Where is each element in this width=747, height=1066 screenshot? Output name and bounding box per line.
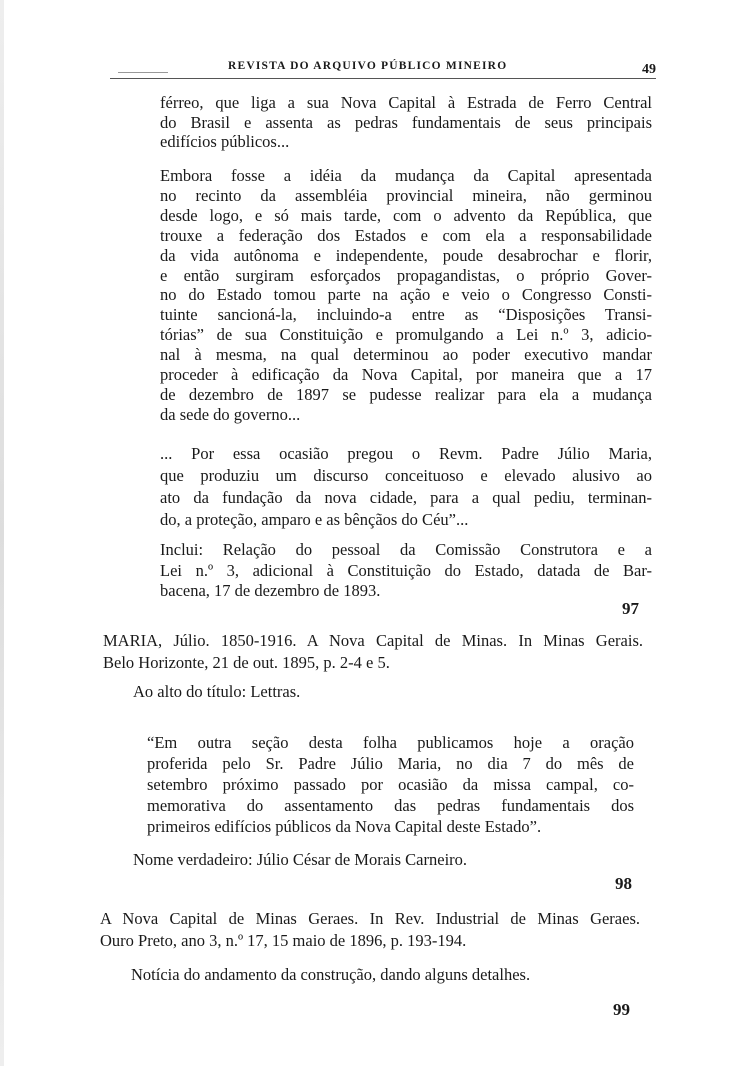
reference-97-real-name (133, 850, 553, 870)
text-line: Nome verdadeiro: Júlio César de Morais Carneiro. (133, 850, 468, 869)
journal-title: REVISTA DO ARQUIVO PÚBLICO MINEIRO (228, 60, 508, 72)
text-line: desde logo, e só mais tarde, com o advento da República, que (160, 205, 652, 225)
text-line: memorativa do assentamento das pedras fundamentais dos (147, 796, 634, 815)
reference-98-note (131, 965, 628, 985)
text-line: Notícia do andamento da construção, dando alguns detalhes. (131, 965, 531, 984)
text-line: proceder à edificação da Nova Capital, por maneira que a 17 (160, 365, 652, 385)
text-line: Ouro Preto, ano 3, n.º 17, 15 maio de 1896, p. 193-194. (100, 931, 467, 950)
running-header (110, 58, 656, 79)
text-line: tórias” de sua Constituição e promulgando a Lei n.º 3, adicio- (160, 325, 652, 345)
text-line: setembro próximo passado por ocasião da missa campal, co- (147, 775, 634, 794)
text-line: primeiros edifícios públicos da Nova Capital deste Estado”. (147, 817, 542, 836)
entry-number-97: 97 (622, 599, 639, 618)
text-line: proferida pelo Sr. Padre Júlio Maria, no dia 7 do mês de (147, 754, 634, 773)
text-line: férreo, que liga a sua Nova Capital à Estrada de Ferro Central (160, 93, 652, 112)
paragraph-inclui (160, 540, 652, 602)
entry-number-99: 99 (613, 1000, 630, 1019)
header-rule-left (118, 72, 168, 73)
text-line: no recinto da assembléia provincial mineira, não germinou (160, 185, 652, 205)
text-line: MARIA, Júlio. 1850-1916. A Nova Capital de Minas. In Minas Gerais. (103, 631, 643, 650)
text-line: ato da fundação da nova cidade, para a qual pediu, terminan- (160, 488, 652, 507)
paragraph-continuation (160, 93, 652, 152)
page-number: 49 (642, 62, 656, 77)
text-line: que produziu um discurso conceituoso e elevado alusivo ao (160, 466, 652, 485)
text-line: A Nova Capital de Minas Geraes. In Rev. Industrial de Minas Geraes. (100, 909, 640, 928)
text-line: da vida autônoma e independente, poude desabrochar e florir, (160, 245, 652, 265)
text-line: Lei n.º 3, adicional à Constituição do Estado, datada de Bar- (160, 560, 652, 580)
paragraph-capital-history (160, 166, 652, 425)
text-line: e então surgiram esforçados propagandistas, o próprio Gover- (160, 265, 652, 285)
paragraph-padre-julio (160, 443, 652, 531)
text-line: “Em outra seção desta folha publicamos hoje a oração (147, 733, 634, 752)
text-line: nal à mesma, na qual determinou ao poder executivo mandar (160, 345, 652, 365)
text-line: Belo Horizonte, 21 de out. 1895, p. 2-4 e 5. (103, 653, 390, 672)
text-line: no do Estado tomou parte na ação e veio o Congresso Consti- (160, 285, 652, 305)
text-line: edifícios públicos... (160, 132, 290, 151)
text-line: da sede do governo... (160, 404, 301, 424)
entry-number-98: 98 (615, 874, 632, 893)
scan-edge (0, 0, 4, 1066)
reference-97-quote (147, 732, 634, 837)
text-line: Embora fosse a idéia da mudança da Capital apresentada (160, 166, 652, 185)
text-line: Inclui: Relação do pessoal da Comissão Construtora e a (160, 540, 652, 559)
reference-97 (103, 630, 643, 674)
text-line: do, a proteção, amparo e as bênçãos do Céu”... (160, 510, 469, 529)
text-line: do Brasil e assenta as pedras fundamentais de seus principais (160, 112, 652, 132)
reference-98 (100, 908, 640, 952)
text-line: Ao alto do título: Lettras. (133, 682, 301, 701)
text-line: tuinte sancioná-la, incluindo-a entre as “Disposições Transi- (160, 305, 652, 325)
text-line: trouxe a federação dos Estados e com ela a responsabilidade (160, 225, 652, 245)
text-line: de dezembro de 1897 se pudesse realizar para ela a mudança (160, 384, 652, 404)
text-line: ... Por essa ocasião pregou o Revm. Padre Júlio Maria, (160, 444, 652, 463)
text-line: bacena, 17 de dezembro de 1893. (160, 581, 381, 600)
reference-97-note (133, 682, 353, 702)
